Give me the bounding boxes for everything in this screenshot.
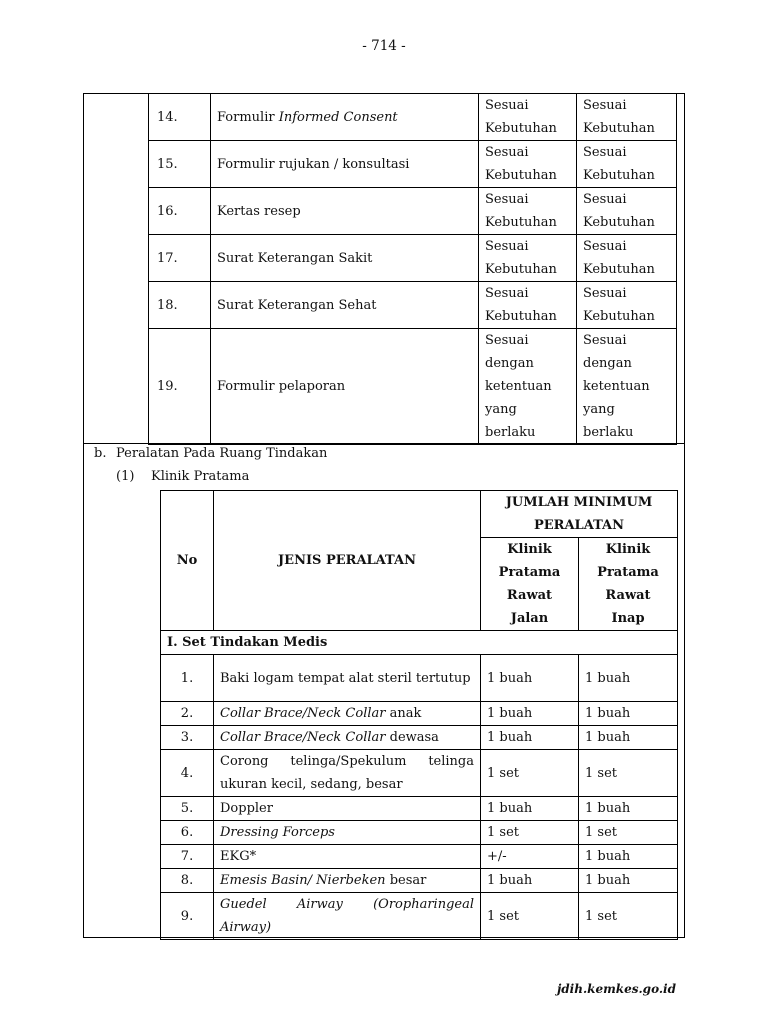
qty-col1: Sesuai Kebutuhan — [479, 188, 577, 235]
row-number: 5. — [161, 797, 214, 821]
qty-rawat-inap: 1 buah — [579, 702, 678, 726]
header-jumlah: JUMLAH MINIMUM PERALATAN — [481, 491, 678, 538]
qty-rawat-jalan: 1 set — [481, 750, 579, 797]
qty-col2: Sesuai dengan ketentuan yang berlaku — [577, 329, 677, 445]
qty-rawat-inap: 1 buah — [579, 869, 678, 893]
qty-rawat-jalan: 1 buah — [481, 702, 579, 726]
qty-rawat-inap: 1 buah — [579, 655, 678, 702]
section-heading — [94, 442, 327, 465]
qty-rawat-jalan: 1 buah — [481, 726, 579, 750]
row-number: 2. — [161, 702, 214, 726]
qty-col2: Sesuai Kebutuhan — [577, 235, 677, 282]
item-name: Doppler — [214, 797, 481, 821]
item-name: Collar Brace/Neck Collar dewasa — [214, 726, 481, 750]
group-row — [161, 631, 678, 655]
item-name: Emesis Basin/ Nierbeken besar — [214, 869, 481, 893]
row-number: 19. — [149, 329, 211, 445]
item-name: Surat Keterangan Sehat — [211, 282, 479, 329]
row-number: 6. — [161, 821, 214, 845]
table-row — [161, 702, 678, 726]
table-row — [149, 94, 677, 141]
item-name: Surat Keterangan Sakit — [211, 235, 479, 282]
header-rawat-jalan: Klinik Pratama Rawat Jalan — [481, 538, 579, 631]
group-title: I. Set Tindakan Medis — [161, 631, 678, 655]
item-name: Corong telinga/Spekulum telinga ukuran kecil, sedang, besar — [214, 750, 481, 797]
row-number: 4. — [161, 750, 214, 797]
qty-col2: Sesuai Kebutuhan — [577, 282, 677, 329]
row-number: 17. — [149, 235, 211, 282]
qty-col1: Sesuai dengan ketentuan yang berlaku — [479, 329, 577, 445]
table-row — [161, 655, 678, 702]
row-number: 18. — [149, 282, 211, 329]
item-name: Guedel Airway (Oropharingeal Airway) — [214, 893, 481, 940]
item-name: Formulir Informed Consent — [211, 94, 479, 141]
row-number: 9. — [161, 893, 214, 940]
row-number: 3. — [161, 726, 214, 750]
item-name: Kertas resep — [211, 188, 479, 235]
page-number: - 714 - — [362, 38, 406, 54]
table-row — [161, 893, 678, 940]
item-name: EKG* — [214, 845, 481, 869]
table-row — [149, 235, 677, 282]
table-row — [161, 869, 678, 893]
table-row — [149, 188, 677, 235]
row-number: 14. — [149, 94, 211, 141]
table-row — [149, 329, 677, 445]
header-rawat-inap: Klinik Pratama Rawat Inap — [579, 538, 678, 631]
row-number: 1. — [161, 655, 214, 702]
row-number: 8. — [161, 869, 214, 893]
table-row — [161, 845, 678, 869]
table-row — [161, 750, 678, 797]
qty-rawat-inap: 1 buah — [579, 845, 678, 869]
header-no: No — [161, 491, 214, 631]
qty-rawat-jalan: 1 set — [481, 821, 579, 845]
table-row — [161, 726, 678, 750]
equipment-table — [160, 490, 678, 940]
item-name: Formulir pelaporan — [211, 329, 479, 445]
qty-rawat-jalan: 1 set — [481, 893, 579, 940]
item-name: Baki logam tempat alat steril tertutup — [214, 655, 481, 702]
footer-url: jdih.kemkes.go.id — [556, 982, 676, 996]
header-row — [161, 491, 678, 538]
qty-rawat-inap: 1 set — [579, 821, 678, 845]
row-number: 16. — [149, 188, 211, 235]
table-row — [161, 797, 678, 821]
item-name: Dressing Forceps — [214, 821, 481, 845]
table-row — [149, 141, 677, 188]
item-name: Collar Brace/Neck Collar anak — [214, 702, 481, 726]
header-jenis: JENIS PERALATAN — [214, 491, 481, 631]
subsection-title: Klinik Pratama — [151, 469, 250, 484]
section-title: Peralatan Pada Ruang Tindakan — [116, 446, 328, 461]
subsection-label: (1) — [116, 469, 135, 484]
qty-rawat-jalan: 1 buah — [481, 797, 579, 821]
qty-rawat-jalan: 1 buah — [481, 655, 579, 702]
qty-col1: Sesuai Kebutuhan — [479, 282, 577, 329]
qty-col1: Sesuai Kebutuhan — [479, 141, 577, 188]
row-number: 15. — [149, 141, 211, 188]
qty-col2: Sesuai Kebutuhan — [577, 94, 677, 141]
qty-rawat-jalan: 1 buah — [481, 869, 579, 893]
qty-rawat-inap: 1 set — [579, 750, 678, 797]
section-label: b. — [94, 446, 107, 461]
qty-col1: Sesuai Kebutuhan — [479, 235, 577, 282]
item-name: Formulir rujukan / konsultasi — [211, 141, 479, 188]
qty-col2: Sesuai Kebutuhan — [577, 141, 677, 188]
row-number: 7. — [161, 845, 214, 869]
qty-rawat-inap: 1 set — [579, 893, 678, 940]
qty-rawat-inap: 1 buah — [579, 726, 678, 750]
qty-col1: Sesuai Kebutuhan — [479, 94, 577, 141]
table-row — [149, 282, 677, 329]
qty-rawat-jalan: +/- — [481, 845, 579, 869]
upper-table — [148, 93, 677, 445]
subsection-heading — [116, 465, 249, 488]
qty-rawat-inap: 1 buah — [579, 797, 678, 821]
table-row — [161, 821, 678, 845]
qty-col2: Sesuai Kebutuhan — [577, 188, 677, 235]
